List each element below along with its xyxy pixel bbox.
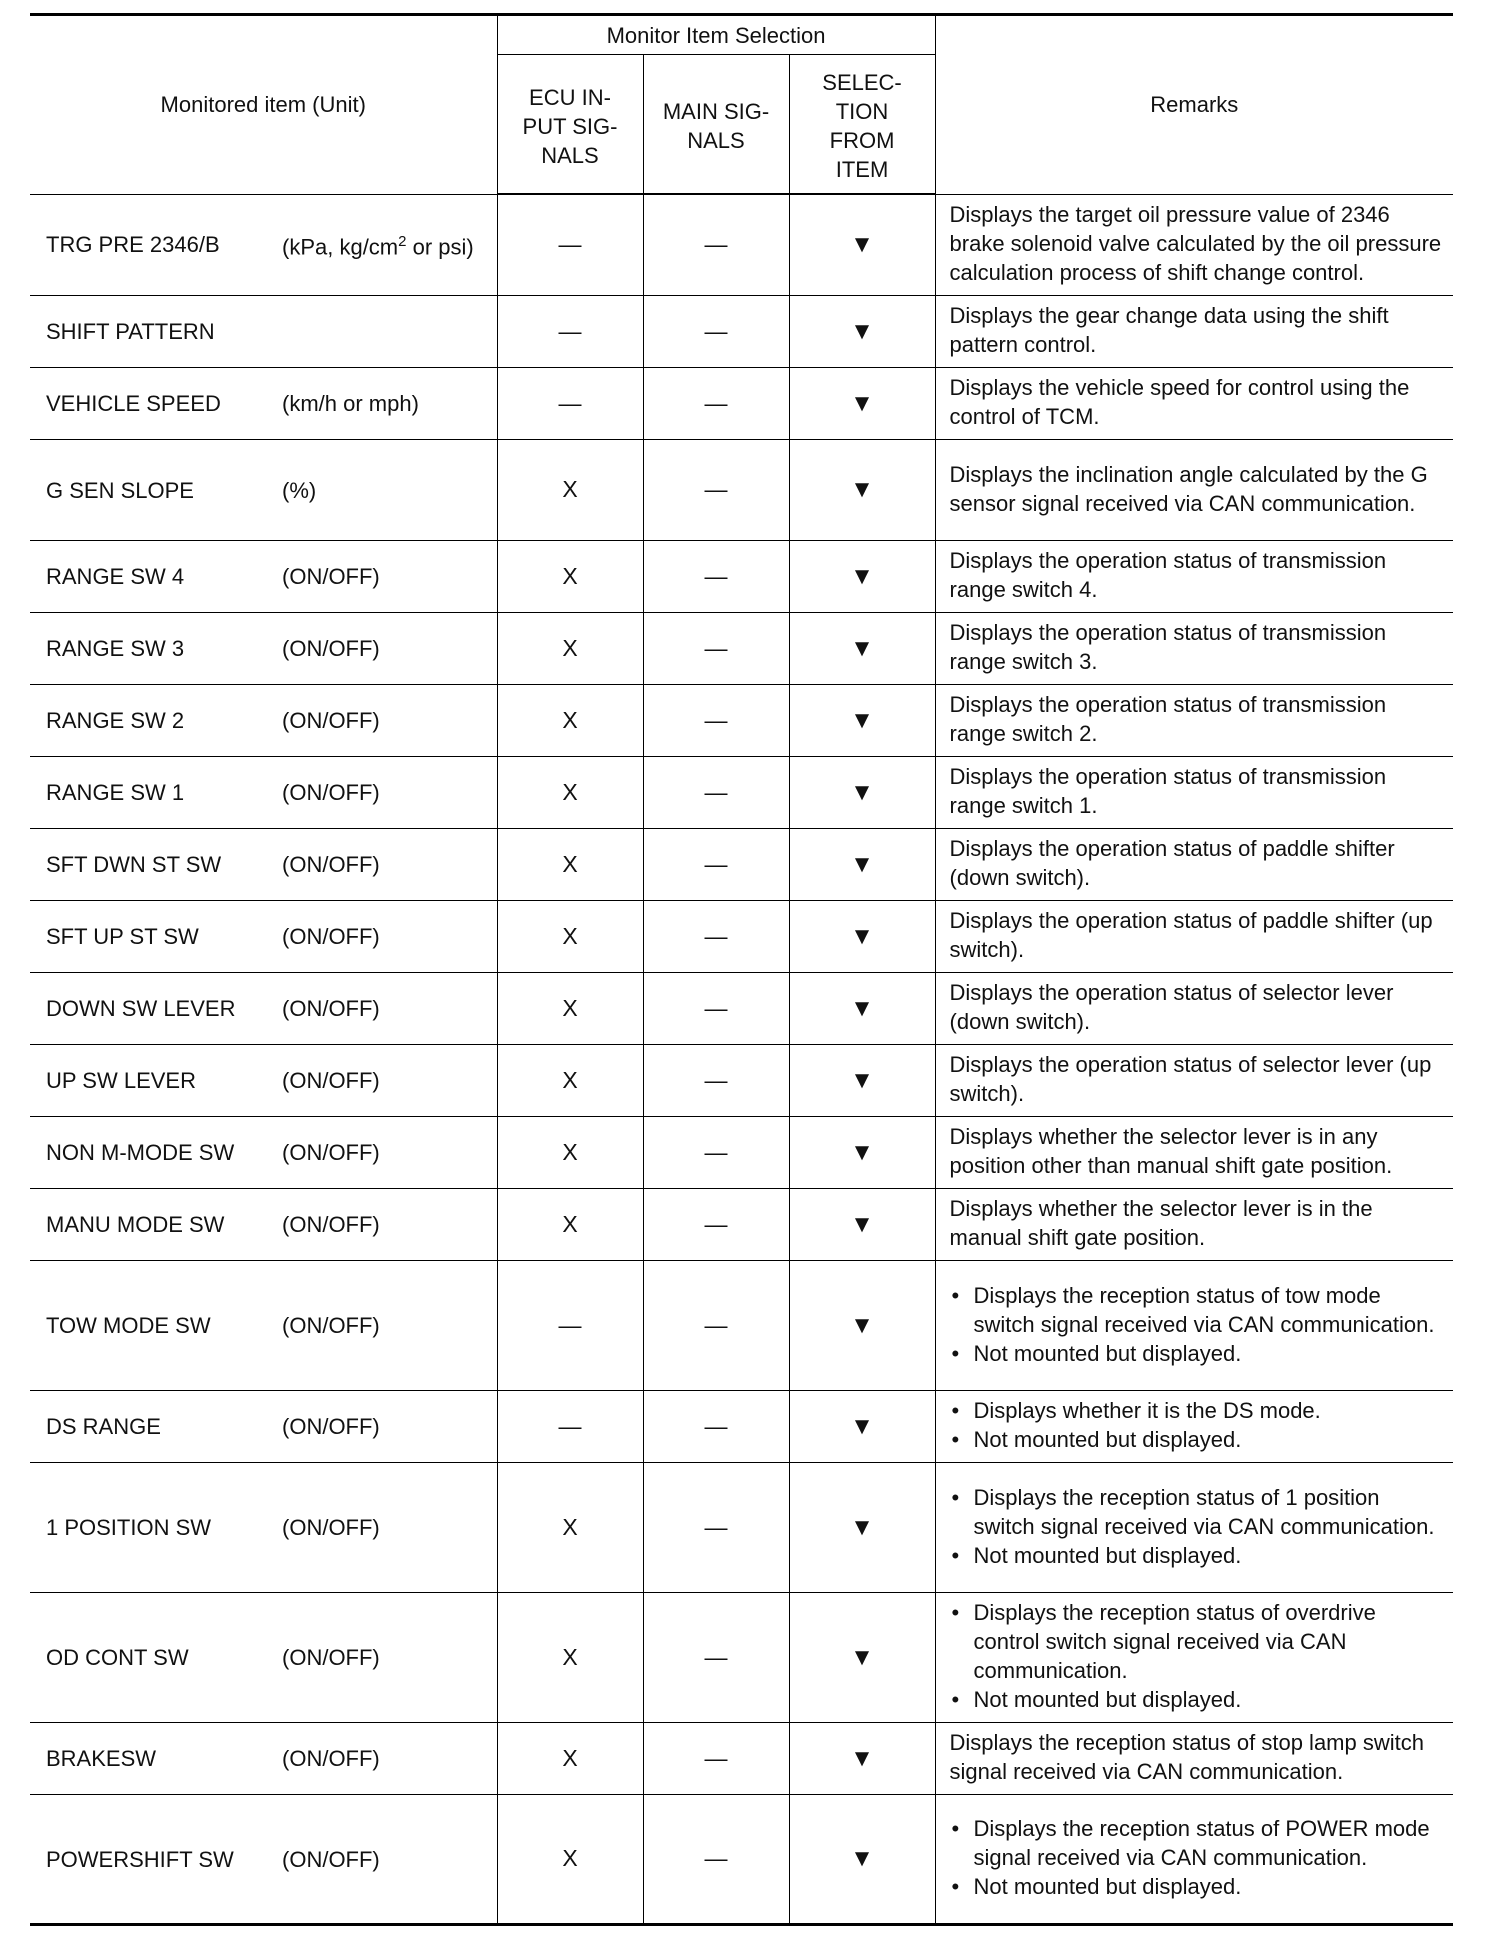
ecu-input-mark [497,684,643,756]
item-name: RANGE SW 3 [46,636,185,662]
remarks-bullet-item: • Not mounted but displayed. [950,1425,1446,1454]
remarks-bullet-item: • Not mounted but displayed. [950,1339,1446,1368]
ecu-input-mark [497,972,643,1044]
remarks-text: Displays the operation status of paddle shifter (up switch). [949,908,1433,962]
ecu-input-mark [497,900,643,972]
table-row [30,540,1453,612]
main-signals-mark [643,1390,789,1462]
remarks-text: Displays the reception status of stop lamp switch signal received via CAN communication. [949,1730,1424,1784]
remarks-bullet-item: • Displays whether it is the DS mode. [950,1396,1446,1425]
monitored-item-cell [30,1116,497,1188]
item-unit [282,1845,380,1874]
monitored-item-cell [30,295,497,367]
table-row [30,1044,1453,1116]
table-row [30,1794,1453,1924]
main-signals-mark-value: — [704,1513,728,1540]
ecu-input-mark-value: X [562,994,578,1021]
item-name: MANU MODE SW [46,1212,225,1238]
remarks-cell [935,1592,1453,1722]
selection-mark [789,1462,935,1592]
table-row [30,1116,1453,1188]
main-signals-mark-value: — [704,562,728,589]
remarks-cell [935,540,1453,612]
selection-mark [789,1390,935,1462]
triangle-down-icon: ▼ [850,706,874,734]
item-unit-text: (ON/OFF) [282,708,380,734]
selection-mark [789,1116,935,1188]
table-row [30,900,1453,972]
selection-mark [789,1260,935,1390]
triangle-down-icon: ▼ [850,1744,874,1772]
monitored-item-cell [30,1794,497,1924]
header-ecu-input-signals: ECU IN- PUT SIG- NALS [497,55,643,195]
main-signals-mark [643,439,789,540]
remarks-bullet-item: • Displays the reception status of tow mode switch signal received via CAN communication. [950,1281,1446,1339]
item-name: BRAKESW [46,1746,157,1772]
monitored-item-cell [30,1722,497,1794]
monitored-item-cell [30,1188,497,1260]
remarks-cell [935,684,1453,756]
item-unit [282,1412,380,1441]
item-unit [282,562,380,591]
item-name: SFT DWN ST SW [46,852,222,878]
triangle-down-icon: ▼ [850,1643,874,1671]
monitored-item-cell [30,684,497,756]
remarks-text: Displays the target oil pressure value of 2346 brake solenoid valve calculated by the oil pressure calculation process of shift change control. [949,202,1442,285]
main-signals-mark-value: — [704,706,728,733]
remarks-bullet-list [950,1281,1446,1368]
remarks-bullet-item: • Not mounted but displayed. [950,1541,1446,1570]
ecu-input-mark [497,1462,643,1592]
table-row [30,439,1453,540]
item-unit-superscript: 2 [398,233,407,251]
main-signals-mark-value: — [704,922,728,949]
triangle-down-icon: ▼ [850,922,874,950]
ecu-input-mark-value: X [562,1643,578,1670]
table-body [30,194,1453,1924]
remarks-text: Displays whether the selector lever is in any position other than manual shift gate position. [949,1124,1393,1178]
selection-mark [789,540,935,612]
table-row [30,828,1453,900]
ecu-input-mark [497,540,643,612]
selection-mark [789,972,935,1044]
ecu-input-mark-value: — [558,1412,582,1439]
monitored-item-cell [30,1260,497,1390]
table-row [30,1260,1453,1390]
item-unit-text: (ON/OFF) [282,996,380,1022]
item-unit-text: (ON/OFF) [282,1515,380,1541]
selection-mark [789,1044,935,1116]
ecu-input-mark-value: — [558,231,582,258]
table-row [30,972,1453,1044]
table-row [30,684,1453,756]
main-signals-mark [643,1722,789,1794]
triangle-down-icon: ▼ [850,850,874,878]
remarks-cell [935,367,1453,439]
selection-mark [789,439,935,540]
remarks-cell [935,1044,1453,1116]
remarks-cell [935,1722,1453,1794]
table-row [30,1390,1453,1462]
item-unit-text: (ON/OFF) [282,636,380,662]
ecu-input-mark-value: X [562,850,578,877]
remarks-cell [935,828,1453,900]
item-name: POWERSHIFT SW [46,1846,234,1872]
monitored-item-cell [30,540,497,612]
item-name: RANGE SW 1 [46,780,185,806]
main-signals-mark-value: — [704,1744,728,1771]
ecu-input-mark-value: X [562,706,578,733]
ecu-input-mark-value: — [558,317,582,344]
item-unit-text: (ON/OFF) [282,780,380,806]
monitored-item-cell [30,972,497,1044]
triangle-down-icon: ▼ [850,1845,874,1872]
item-unit [282,389,419,418]
ecu-input-mark [497,194,643,295]
remarks-text: Displays the operation status of selector lever (up switch). [949,1052,1432,1106]
main-signals-mark-value: — [704,231,728,258]
main-signals-mark [643,1260,789,1390]
table-row [30,1592,1453,1722]
table-row [30,1188,1453,1260]
item-unit [282,1744,380,1773]
main-signals-mark-value: — [704,317,728,344]
remarks-text: Displays the operation status of transmission range switch 3. [949,620,1387,674]
ecu-input-mark-value: X [562,922,578,949]
item-unit-text: (km/h or mph) [282,391,419,417]
main-signals-mark [643,1188,789,1260]
triangle-down-icon: ▼ [850,778,874,806]
ecu-input-mark-value: X [562,1210,578,1237]
ecu-input-mark [497,295,643,367]
header-selection-from-item: SELEC- TION FROM ITEM [789,55,935,195]
item-name: DOWN SW LEVER [46,996,236,1022]
ecu-input-mark [497,756,643,828]
selection-mark [789,1188,935,1260]
header-row-group [30,15,1453,55]
item-unit [282,476,316,505]
selection-mark [789,828,935,900]
monitored-item-cell [30,439,497,540]
triangle-down-icon: ▼ [850,231,874,259]
selection-mark [789,1592,935,1722]
remarks-bullet-list [950,1814,1446,1901]
selection-mark [789,756,935,828]
item-name: TRG PRE 2346/B [46,232,220,257]
item-unit-text: (%) [282,477,317,503]
triangle-down-icon: ▼ [850,1066,874,1094]
selection-mark [789,1722,935,1794]
triangle-down-icon: ▼ [850,389,874,417]
header-monitored-item: Monitored item (Unit) [30,15,497,195]
item-unit-text-tail: or psi) [406,234,474,260]
remarks-cell [935,756,1453,828]
item-name: OD CONT SW [46,1645,189,1671]
item-unit-text: (ON/OFF) [282,852,380,878]
main-signals-mark [643,295,789,367]
main-signals-mark-value: — [704,1412,728,1439]
item-unit [282,1311,380,1340]
remarks-text: Displays the operation status of transmission range switch 1. [949,764,1387,818]
selection-mark [789,684,935,756]
remarks-cell [935,1260,1453,1390]
main-signals-mark [643,684,789,756]
main-signals-mark [643,972,789,1044]
main-signals-mark-value: — [704,1311,728,1338]
selection-mark [789,1794,935,1924]
main-signals-mark [643,828,789,900]
monitored-item-cell [30,194,497,295]
table-row [30,295,1453,367]
table-row [30,1462,1453,1592]
remarks-cell [935,612,1453,684]
main-signals-mark-value: — [704,1210,728,1237]
remarks-cell [935,1462,1453,1592]
main-signals-mark [643,1794,789,1924]
item-unit [282,1513,380,1542]
monitored-item-cell [30,612,497,684]
ecu-input-mark-value: X [562,1513,578,1540]
item-unit [282,994,380,1023]
ecu-input-mark [497,1794,643,1924]
triangle-down-icon: ▼ [850,634,874,662]
main-signals-mark [643,1462,789,1592]
main-signals-mark-value: — [704,1845,728,1871]
item-unit [282,778,380,807]
table-row [30,612,1453,684]
ecu-input-mark-value: X [562,778,578,805]
item-name: NON M-MODE SW [46,1140,235,1166]
triangle-down-icon: ▼ [850,1412,874,1440]
main-signals-mark [643,367,789,439]
item-unit-text: (ON/OFF) [282,1212,380,1238]
ecu-input-mark-value: X [562,1138,578,1165]
remarks-bullet-item: • Displays the reception status of POWER mode signal received via CAN communication. [950,1814,1446,1872]
item-unit-text: (ON/OFF) [282,1140,380,1166]
monitored-item-cell [30,1044,497,1116]
item-unit-text: (ON/OFF) [282,1645,380,1671]
main-signals-mark-value: — [704,994,728,1021]
ecu-input-mark-value: X [562,562,578,589]
remarks-bullet-list [950,1483,1446,1570]
selection-mark [789,295,935,367]
main-signals-mark-value: — [704,1138,728,1165]
item-name: UP SW LEVER [46,1068,196,1094]
item-unit [282,634,380,663]
triangle-down-icon: ▼ [850,317,874,345]
main-signals-mark-value: — [704,850,728,877]
ecu-input-mark [497,1592,643,1722]
remarks-cell [935,1116,1453,1188]
remarks-cell [935,900,1453,972]
monitored-item-cell [30,828,497,900]
main-signals-mark-value: — [704,634,728,661]
item-unit [282,1138,380,1167]
remarks-cell [935,439,1453,540]
item-unit-text: (ON/OFF) [282,1846,380,1872]
triangle-down-icon: ▼ [850,1138,874,1166]
table-row [30,756,1453,828]
selection-mark [789,367,935,439]
ecu-input-mark-value: — [558,389,582,416]
monitored-item-cell [30,1592,497,1722]
remarks-bullet-item: • Not mounted but displayed. [950,1685,1446,1714]
header-main-signals: MAIN SIG- NALS [643,55,789,195]
item-unit-text: (ON/OFF) [282,1068,380,1094]
item-unit-text: (ON/OFF) [282,1414,380,1440]
ecu-input-mark [497,1116,643,1188]
monitor-item-table [30,13,1453,1926]
main-signals-mark [643,1116,789,1188]
table-row [30,1722,1453,1794]
ecu-input-mark-value: X [562,1744,578,1771]
selection-mark [789,900,935,972]
item-unit [282,1066,380,1095]
monitored-item-cell [30,1462,497,1592]
main-signals-mark [643,540,789,612]
remarks-text: Displays the inclination angle calculated by the G sensor signal received via CAN communication. [949,461,1428,516]
item-unit [282,227,474,261]
ecu-input-mark [497,1722,643,1794]
main-signals-mark [643,1044,789,1116]
ecu-input-mark [497,439,643,540]
triangle-down-icon: ▼ [850,1513,874,1541]
selection-mark [789,194,935,295]
main-signals-mark [643,756,789,828]
item-unit-text: (ON/OFF) [282,924,380,950]
triangle-down-icon: ▼ [850,1210,874,1238]
ecu-input-mark [497,612,643,684]
main-signals-mark-value: — [704,389,728,416]
remarks-cell [935,295,1453,367]
table-row [30,367,1453,439]
triangle-down-icon: ▼ [850,1311,874,1339]
item-unit-text: (ON/OFF) [282,1313,380,1339]
remarks-text: Displays the vehicle speed for control using the control of TCM. [949,375,1410,429]
table-row [30,194,1453,295]
header-remarks: Remarks [935,15,1453,195]
ecu-input-mark [497,1188,643,1260]
item-name: DS RANGE [46,1414,161,1440]
ecu-input-mark-value: — [558,1311,582,1338]
main-signals-mark [643,194,789,295]
ecu-input-mark [497,1044,643,1116]
item-name: G SEN SLOPE [46,477,194,503]
item-unit [282,850,380,879]
item-unit-text: (kPa, kg/cm [282,234,399,260]
ecu-input-mark-value: X [562,1845,578,1871]
remarks-cell [935,1188,1453,1260]
item-name: 1 POSITION SW [46,1515,212,1541]
item-unit [282,922,380,951]
remarks-text: Displays the gear change data using the shift pattern control. [949,303,1389,357]
triangle-down-icon: ▼ [850,476,874,503]
remarks-text: Displays the operation status of transmission range switch 2. [949,692,1387,746]
main-signals-mark-value: — [704,778,728,805]
ecu-input-mark-value: X [562,634,578,661]
ecu-input-mark-value: X [562,476,578,502]
item-name: RANGE SW 2 [46,708,185,734]
item-name: SHIFT PATTERN [46,319,215,345]
remarks-cell [935,972,1453,1044]
remarks-text: Displays whether the selector lever is in the manual shift gate position. [949,1196,1373,1250]
item-unit-text: (ON/OFF) [282,564,380,590]
remarks-text: Displays the operation status of transmission range switch 4. [949,548,1387,602]
remarks-text: Displays the operation status of selector lever (down switch). [949,980,1394,1034]
ecu-input-mark [497,1260,643,1390]
main-signals-mark [643,1592,789,1722]
ecu-input-mark [497,1390,643,1462]
remarks-bullet-item: • Displays the reception status of 1 position switch signal received via CAN communication. [950,1483,1446,1541]
remarks-bullet-item: • Not mounted but displayed. [950,1872,1446,1901]
remarks-cell [935,1794,1453,1924]
remarks-bullet-list [950,1598,1446,1714]
ecu-input-mark-value: X [562,1066,578,1093]
main-signals-mark [643,900,789,972]
monitored-item-cell [30,900,497,972]
item-name: SFT UP ST SW [46,924,199,950]
selection-mark [789,612,935,684]
main-signals-mark [643,612,789,684]
item-unit [282,1210,380,1239]
monitored-item-cell [30,756,497,828]
remarks-cell [935,194,1453,295]
ecu-input-mark [497,828,643,900]
item-name: TOW MODE SW [46,1313,211,1339]
item-unit [282,706,380,735]
item-name: VEHICLE SPEED [46,391,221,417]
item-name: RANGE SW 4 [46,564,185,590]
ecu-input-mark [497,367,643,439]
remarks-text: Displays the operation status of paddle shifter (down switch). [949,836,1395,890]
remarks-cell [935,1390,1453,1462]
main-signals-mark-value: — [704,476,728,502]
item-unit-text: (ON/OFF) [282,1746,380,1772]
monitored-item-cell [30,367,497,439]
triangle-down-icon: ▼ [850,994,874,1022]
monitored-item-cell [30,1390,497,1462]
header-monitor-item-selection: Monitor Item Selection [497,15,935,55]
main-signals-mark-value: — [704,1643,728,1670]
main-signals-mark-value: — [704,1066,728,1093]
remarks-bullet-item: • Displays the reception status of overdrive control switch signal received via CAN communication. [950,1598,1446,1685]
remarks-bullet-list [950,1396,1446,1454]
triangle-down-icon: ▼ [850,562,874,590]
item-unit [282,1643,380,1672]
